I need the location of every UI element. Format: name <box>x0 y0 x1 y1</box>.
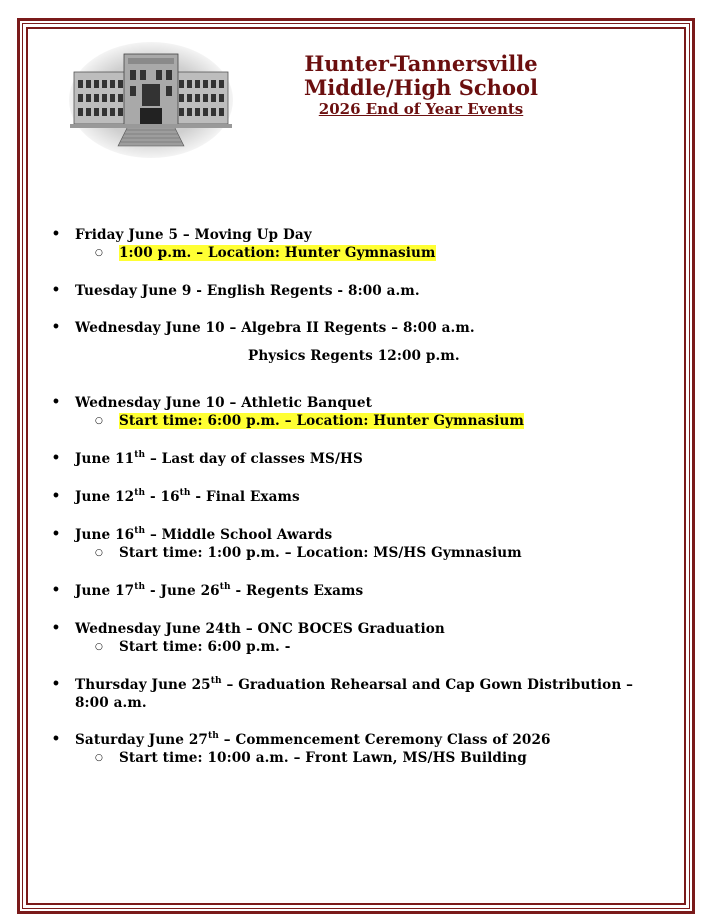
event-item <box>51 450 671 468</box>
event-item <box>51 226 671 244</box>
bullet-icon: • <box>51 488 61 504</box>
bullet-icon: • <box>51 282 61 298</box>
event-subitem-text: Start time: 6:00 p.m. - <box>119 639 291 655</box>
event-item <box>51 282 671 300</box>
bullet-icon: • <box>51 226 61 242</box>
event-text: Wednesday June 10 – Athletic Banquet <box>75 395 373 411</box>
document-subtitle: 2026 End of Year Events <box>318 100 524 118</box>
event-text: Friday June 5 – Moving Up Day <box>75 227 312 243</box>
event-text: June 17th - June 26th - Regents Exams <box>75 582 364 599</box>
school-building-image <box>68 36 234 158</box>
circle-bullet-icon: ○ <box>95 753 103 763</box>
event-subitem <box>51 244 671 262</box>
circle-bullet-icon: ○ <box>95 416 103 426</box>
event-subitem-text: Start time: 1:00 p.m. – Location: MS/HS Gymnasium <box>119 545 522 561</box>
event-item <box>51 676 671 712</box>
event-subitem-text: 1:00 p.m. – Location: Hunter Gymnasium <box>119 245 436 261</box>
event-text-continued: 8:00 a.m. <box>75 695 147 711</box>
event-text: June 11th – Last day of classes MS/HS <box>75 450 363 467</box>
event-subitem-text: Start time: 6:00 p.m. – Location: Hunter Gymnasium <box>119 413 524 429</box>
bullet-icon: • <box>51 731 61 747</box>
event-subitem <box>51 544 671 562</box>
bullet-icon: • <box>51 676 61 692</box>
event-text: June 12th - 16th - Final Exams <box>75 488 300 505</box>
bullet-icon: • <box>51 319 61 335</box>
circle-bullet-icon: ○ <box>95 642 103 652</box>
event-item <box>51 526 671 544</box>
event-item <box>51 582 671 600</box>
event-text: Thursday June 25th – Graduation Rehearsal and Cap Gown Distribution – <box>75 676 634 693</box>
school-name-line2: Middle/High School <box>304 75 538 100</box>
event-subitem-text: Start time: 10:00 a.m. – Front Lawn, MS/HS Building <box>119 750 527 766</box>
event-text: Wednesday June 24th – ONC BOCES Graduation <box>75 621 445 637</box>
bullet-icon: • <box>51 620 61 636</box>
bullet-icon: • <box>51 526 61 542</box>
event-text: June 16th – Middle School Awards <box>75 526 333 543</box>
circle-bullet-icon: ○ <box>95 248 103 258</box>
school-name-line1: Hunter-Tannersville <box>304 51 538 76</box>
bullet-icon: • <box>51 394 61 410</box>
event-subitem <box>51 412 671 430</box>
event-extra-text: Physics Regents 12:00 p.m. <box>248 348 460 364</box>
event-item <box>51 319 671 337</box>
circle-bullet-icon: ○ <box>95 548 103 558</box>
bullet-icon: • <box>51 582 61 598</box>
event-text: Saturday June 27th – Commencement Ceremony Class of 2026 <box>75 731 551 748</box>
event-text: Tuesday June 9 - English Regents - 8:00 a.m. <box>75 283 420 299</box>
event-item <box>51 394 671 412</box>
events-list <box>51 226 671 767</box>
event-text: Wednesday June 10 – Algebra II Regents – 8:00 a.m. <box>75 320 475 336</box>
event-item <box>51 488 671 506</box>
event-item <box>51 620 671 638</box>
event-subitem <box>51 749 671 767</box>
event-subitem <box>51 638 671 656</box>
event-item <box>51 731 671 749</box>
bullet-icon: • <box>51 450 61 466</box>
document-header <box>288 52 554 118</box>
